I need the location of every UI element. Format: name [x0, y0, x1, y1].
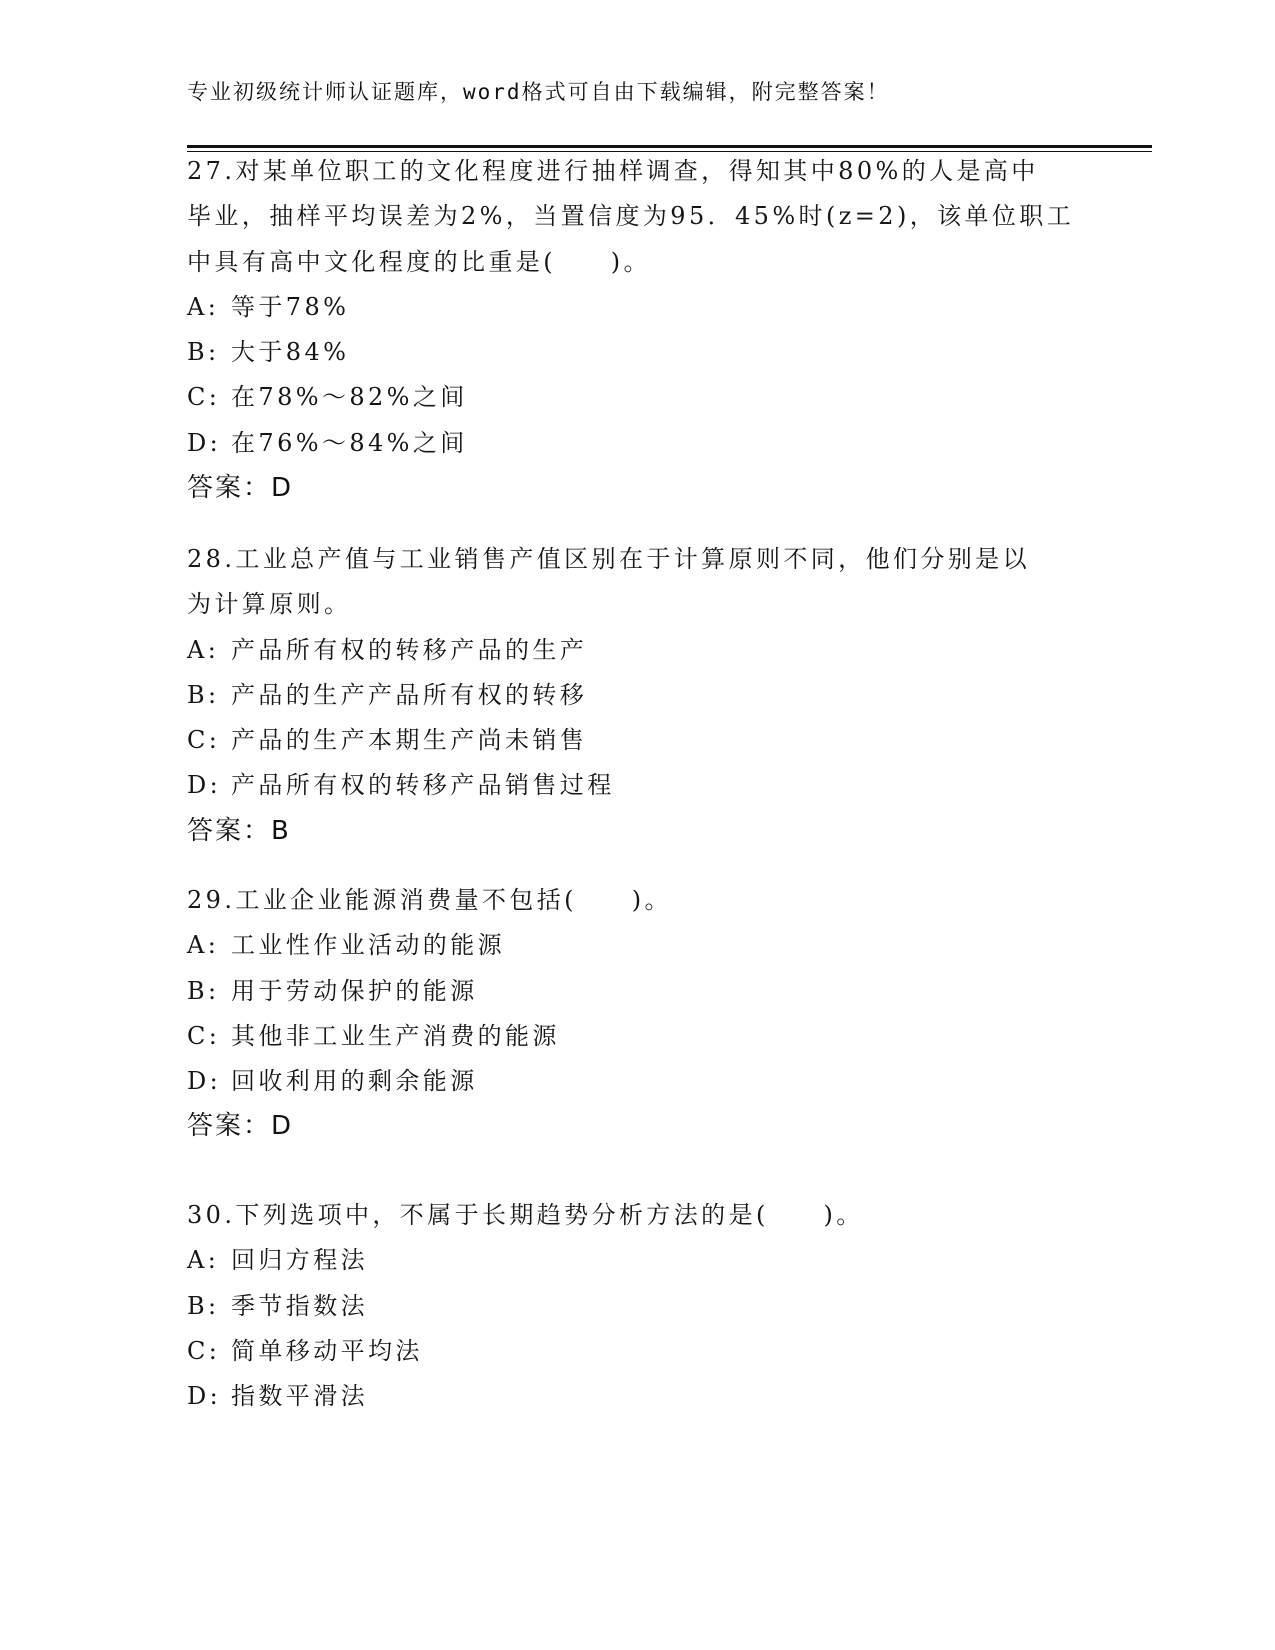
option-d	[187, 421, 1087, 466]
option-a	[187, 628, 1087, 673]
option-text: 等于78%	[231, 292, 350, 321]
option-text: 工业性作业活动的能源	[231, 931, 505, 960]
question-30	[187, 1193, 1087, 1419]
option-a	[187, 285, 1087, 330]
option-b	[187, 330, 1087, 375]
answer-line: 答案：B	[187, 815, 291, 846]
option-text: 产品所有权的转移产品的生产	[231, 635, 588, 664]
question-stem-line: 毕业，抽样平均误差为2%，当置信度为95．45%时(z=2)，该单位职工	[187, 202, 1075, 231]
option-d	[187, 1374, 1087, 1419]
option-text: 其他非工业生产消费的能源	[231, 1021, 560, 1050]
option-text: 指数平滑法	[231, 1382, 368, 1411]
option-letter: B:	[187, 1291, 220, 1320]
option-c	[187, 375, 1087, 420]
option-text: 产品的生产产品所有权的转移	[231, 680, 588, 709]
option-letter: A:	[187, 931, 220, 960]
option-text: 大于84%	[231, 338, 350, 367]
option-letter: C:	[187, 383, 221, 412]
option-letter: B:	[187, 338, 220, 367]
option-text: 回归方程法	[231, 1246, 368, 1275]
question-29	[187, 878, 1087, 1150]
answer-line: 答案：D	[187, 1111, 294, 1142]
option-d	[187, 763, 1087, 808]
option-text: 回收利用的剩余能源	[231, 1067, 478, 1096]
option-text: 简单移动平均法	[231, 1336, 423, 1365]
question-stem-line: 28.工业总产值与工业销售产值区别在于计算原则不同，他们分别是以	[187, 545, 1030, 573]
option-text: 在76%～84%之间	[231, 428, 468, 457]
option-letter: D:	[187, 1067, 222, 1096]
header-rule-thick	[187, 145, 1152, 148]
option-letter: B:	[187, 976, 220, 1005]
option-letter: A:	[187, 292, 220, 321]
option-letter: D:	[187, 771, 222, 800]
page-header: 专业初级统计师认证题库，word格式可自由下载编辑，附完整答案！	[187, 80, 890, 104]
option-c	[187, 1329, 1087, 1374]
option-letter: C:	[187, 726, 221, 755]
option-c	[187, 1014, 1087, 1059]
question-stem-line: 29.工业企业能源消费量不包括( )。	[187, 886, 672, 914]
option-a	[187, 923, 1087, 968]
option-text: 在78%～82%之间	[231, 383, 468, 412]
option-b	[187, 673, 1087, 718]
option-text: 季节指数法	[231, 1291, 368, 1320]
option-d	[187, 1059, 1087, 1104]
option-letter: D:	[187, 428, 222, 457]
answer-line: 答案：D	[187, 473, 294, 504]
option-c	[187, 718, 1087, 763]
question-27	[187, 149, 1087, 511]
option-letter: A:	[187, 1246, 220, 1275]
option-letter: D:	[187, 1382, 222, 1411]
option-letter: A:	[187, 635, 220, 664]
option-text: 用于劳动保护的能源	[231, 976, 478, 1005]
question-stem-line: 30.下列选项中，不属于长期趋势分析方法的是( )。	[187, 1201, 864, 1229]
option-letter: C:	[187, 1021, 221, 1050]
question-stem-line: 27.对某单位职工的文化程度进行抽样调查，得知其中80%的人是高中	[187, 157, 1039, 185]
option-b	[187, 969, 1087, 1014]
question-stem-line: 为计算原则。	[187, 590, 352, 619]
question-28	[187, 537, 1087, 854]
question-stem-line: 中具有高中文化程度的比重是( )。	[187, 247, 651, 276]
option-text: 产品所有权的转移产品销售过程	[231, 771, 615, 800]
option-a	[187, 1238, 1087, 1283]
option-b	[187, 1284, 1087, 1329]
option-letter: C:	[187, 1336, 221, 1365]
option-text: 产品的生产本期生产尚未销售	[231, 726, 588, 755]
option-letter: B:	[187, 680, 220, 709]
